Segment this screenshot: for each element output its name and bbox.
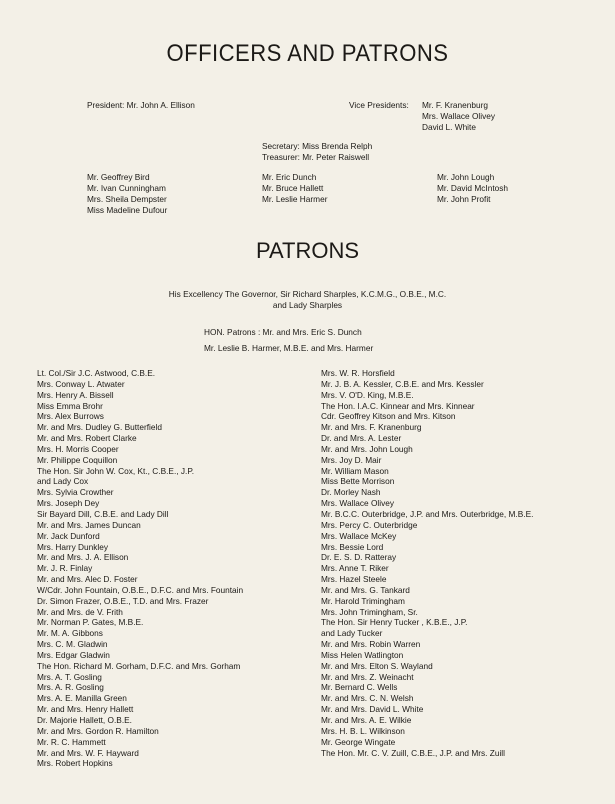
- vice-presidents-label: Vice Presidents:: [349, 100, 409, 110]
- patron-name: Mrs. Harry Dunkley: [37, 541, 108, 552]
- patron-name: Mrs. A. E. Manilla Green: [37, 693, 127, 704]
- patron-name: Mr. J. B. A. Kessler, C.B.E. and Mrs. Kessler: [321, 378, 484, 389]
- patron-name: Mr. and Mrs. Gordon R. Hamilton: [37, 725, 159, 736]
- patron-name: Mr. William Mason: [321, 465, 389, 476]
- patron-name: Mrs. Percy C. Outerbridge: [321, 519, 418, 530]
- patron-name: Mr. Harold Trimingham: [321, 595, 405, 606]
- president-line: President: Mr. John A. Ellison: [87, 100, 195, 110]
- vice-president: Mr. F. Kranenburg: [422, 100, 488, 110]
- patron-name: Mrs. Wallace Olivey: [321, 498, 394, 509]
- officer-name: Mrs. Sheila Dempster: [87, 193, 167, 204]
- patron-name: Mr. and Mrs. David L. White: [321, 704, 424, 715]
- patrons-list-right: [321, 368, 533, 758]
- patron-name: Mrs. A. T. Gosling: [37, 671, 102, 682]
- patron-name: Mrs. W. R. Horsfield: [321, 368, 395, 378]
- patron-name: W/Cdr. John Fountain, O.B.E., D.F.C. and Mrs. Fountain: [37, 584, 244, 595]
- patron-name: The Hon. Richard M. Gorham, D.F.C. and Mrs. Gorham: [37, 660, 241, 671]
- patron-name: Dr. Morley Nash: [321, 487, 381, 498]
- patrons-heading: PATRONS: [255, 238, 360, 263]
- patron-name: Mr. and Mrs. W. F. Hayward: [37, 747, 139, 758]
- patron-name: Mrs. Robert Hopkins: [37, 758, 113, 769]
- patron-name: The Hon. Sir Henry Tucker , K.B.E., J.P.: [321, 617, 468, 628]
- patron-name: Mr. and Mrs. Dudley G. Butterfield: [37, 422, 162, 433]
- patron-name: Miss Bette Morrison: [321, 476, 395, 487]
- patron-name: Mrs. Henry A. Bissell: [37, 389, 114, 400]
- officer-name: Mr. David McIntosh: [437, 182, 509, 193]
- patron-name: Mrs. Edgar Gladwin: [37, 649, 110, 660]
- patron-name: Mr. and Mrs. A. E. Wilkie: [321, 715, 412, 725]
- page-title: OFFICERS AND PATRONS: [166, 40, 449, 67]
- patron-name: Mrs. Joseph Dey: [37, 498, 100, 509]
- patron-name: The Hon. I.A.C. Kinnear and Mrs. Kinnear: [321, 400, 475, 411]
- patron-name: The Hon. Sir John W. Cox, Kt., C.B.E., J.P.: [37, 465, 195, 476]
- patron-name: Mrs. Joy D. Mair: [321, 454, 382, 465]
- officer-name: Mr. Eric Dunch: [262, 172, 317, 182]
- patron-name: Mrs. H. B. L. Wilkinson: [321, 725, 405, 736]
- patron-name: Mr. and Mrs. de V. Frith: [37, 606, 123, 617]
- patron-name: Miss Emma Brohr: [37, 400, 103, 411]
- officers-column-2: [262, 172, 327, 205]
- vice-president: David L. White: [422, 121, 476, 132]
- patron-name: Mr. and Mrs. Robert Clarke: [37, 433, 137, 444]
- patron-name: Mr. J. R. Finlay: [37, 563, 93, 574]
- vice-presidents-list: [422, 100, 495, 133]
- patron-name: Dr. Simon Frazer, O.B.E., T.D. and Mrs. Frazer: [37, 595, 209, 606]
- patron-name: Mrs. Wallace McKey: [321, 530, 397, 541]
- officer-name: Mr. John Profit: [437, 193, 491, 204]
- treasurer-line: Treasurer: Mr. Peter Raiswell: [262, 152, 370, 162]
- patron-name: Mr. Bernard C. Wells: [321, 682, 398, 693]
- patron-name: Mr. and Mrs. F. Kranenburg: [321, 422, 422, 433]
- hon-patrons-line-1: HON. Patrons : Mr. and Mrs. Eric S. Dunch: [204, 327, 362, 337]
- patron-name: Mrs. V. O'D. King, M.B.E.: [321, 389, 414, 400]
- patron-name: Mr. and Mrs. James Duncan: [37, 519, 141, 530]
- patron-name: Mrs. A. R. Gosling: [37, 682, 104, 693]
- secretary-line: Secretary: Miss Brenda Relph: [262, 141, 373, 151]
- patron-name: Mrs. Sylvia Crowther: [37, 487, 114, 498]
- officer-name: Mr. John Lough: [437, 172, 495, 182]
- patron-name: Cdr. Geoffrey Kitson and Mrs. Kitson: [321, 411, 456, 422]
- patron-name: Mr. and Mrs. Alec D. Foster: [37, 574, 138, 585]
- patron-name: Dr. Majorie Hallett, O.B.E.: [37, 715, 132, 725]
- patron-name: Mr. M. A. Gibbons: [37, 628, 103, 639]
- patron-name: Mrs. John Trimingham, Sr.: [321, 606, 418, 617]
- governor-line-2: and Lady Sharples: [272, 300, 343, 310]
- officer-name: Mr. Geoffrey Bird: [87, 172, 150, 182]
- officer-name: Mr. Ivan Cunningham: [87, 182, 166, 193]
- patron-name: Mrs. Bessie Lord: [321, 541, 384, 552]
- patron-name: Mr. R. C. Hammett: [37, 736, 106, 747]
- patron-name: Mrs. Conway L. Atwater: [37, 378, 125, 389]
- officer-name: Mr. Leslie Harmer: [262, 193, 328, 204]
- officers-column-1: [87, 172, 167, 215]
- patron-name: The Hon. Mr. C. V. Zuill, C.B.E., J.P. and Mrs. Zuill: [321, 747, 505, 758]
- hon-patrons-line-2: Mr. Leslie B. Harmer, M.B.E. and Mrs. Harmer: [204, 343, 374, 353]
- governor-line-1: His Excellency The Governor, Sir Richard Sharples, K.C.M.G., O.B.E., M.C.: [168, 289, 447, 299]
- patron-name: Mr. and Mrs. J. A. Ellison: [37, 552, 129, 563]
- patron-name: Mrs. H. Morris Cooper: [37, 443, 119, 454]
- patron-name: Sir Bayard Dill, C.B.E. and Lady Dill: [37, 508, 169, 519]
- patron-name: Mrs. C. M. Gladwin: [37, 639, 108, 650]
- patron-name: Mrs. Hazel Steele: [321, 574, 387, 585]
- patron-name: and Lady Cox: [37, 476, 89, 487]
- officer-name: Mr. Bruce Hallett: [262, 182, 324, 193]
- patron-name: Mr. Norman P. Gates, M.B.E.: [37, 617, 144, 628]
- patron-name: and Lady Tucker: [321, 628, 383, 639]
- patron-name: Mr. Philippe Coquillon: [37, 454, 118, 465]
- patrons-list-left: [37, 368, 243, 769]
- patron-name: Miss Helen Watlington: [321, 649, 404, 660]
- patron-name: Dr. E. S. D. Ratteray: [321, 552, 397, 563]
- patron-name: Mr. and Mrs. G. Tankard: [321, 584, 410, 595]
- patron-name: Mrs. Alex Burrows: [37, 411, 104, 422]
- patron-name: Mr. and Mrs. John Lough: [321, 443, 413, 454]
- officers-column-3: [437, 172, 508, 205]
- patron-name: Mr. and Mrs. Henry Hallett: [37, 704, 134, 715]
- patron-name: Mrs. Anne T. Riker: [321, 563, 389, 574]
- officer-name: Miss Madeline Dufour: [87, 204, 168, 215]
- vice-president: Mrs. Wallace Olivey: [422, 110, 495, 121]
- patron-name: Dr. and Mrs. A. Lester: [321, 433, 402, 444]
- patron-name: Mr. Jack Dunford: [37, 530, 100, 541]
- patron-name: Lt. Col./Sir J.C. Astwood, C.B.E.: [37, 368, 156, 378]
- patron-name: Mr. and Mrs. Elton S. Wayland: [321, 660, 433, 671]
- patron-name: Mr. George Wingate: [321, 736, 396, 747]
- patron-name: Mr. and Mrs. Z. Weinacht: [321, 671, 414, 682]
- patron-name: Mr. and Mrs. C. N. Welsh: [321, 693, 414, 704]
- patron-name: Mr. B.C.C. Outerbridge, J.P. and Mrs. Outerbridge, M.B.E.: [321, 508, 534, 519]
- patron-name: Mr. and Mrs. Robin Warren: [321, 639, 421, 650]
